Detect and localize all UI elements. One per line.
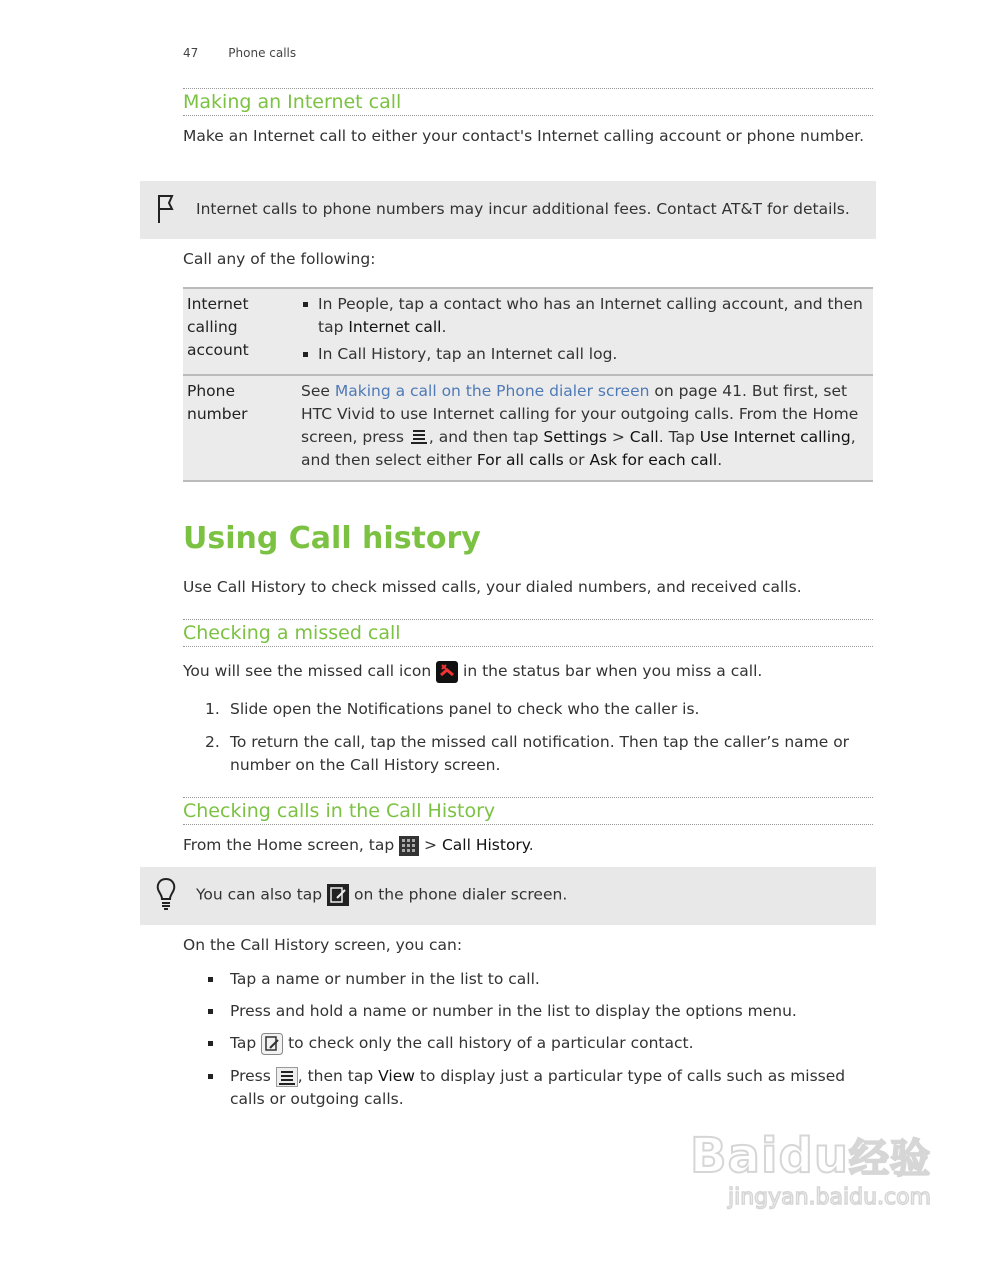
row-content: See Making a call on the Phone dialer screen on page 41. But first, set HTC Vivid to use Internet calling for your outgoing calls. From the Home screen, press , and then tap Settings > Call. Tap Use Internet calling, and then select either For all calls or Ask for each call. [297, 375, 873, 481]
home-screen-line: From the Home screen, tap > Call History. [183, 836, 534, 854]
flag-icon [156, 193, 174, 225]
menu-icon [411, 430, 427, 444]
subheading-checking-calls: Checking calls in the Call History [183, 797, 873, 825]
note-box [140, 181, 876, 239]
on-screen-text: On the Call History screen, you can: [183, 936, 463, 954]
list-item: In People, tap a contact who has an Internet calling account, and then tap Internet call. [301, 293, 869, 339]
missed-call-icon [436, 661, 458, 683]
note-text: Internet calls to phone numbers may incur additional fees. Contact AT&T for details. [196, 200, 850, 218]
page-number: 47 [183, 46, 199, 60]
all-apps-icon [399, 836, 419, 856]
subheading-internet-call: Making an Internet call [183, 88, 873, 116]
table-row [183, 288, 873, 375]
subheading-missed-call: Checking a missed call [183, 619, 873, 647]
row-label: Internet calling account [183, 288, 297, 375]
intro-paragraph: Make an Internet call to either your contact's Internet calling account or phone number. [183, 127, 865, 145]
call-any-text: Call any of the following: [183, 250, 376, 268]
section-title: Using Call history [183, 521, 481, 556]
menu-icon [276, 1067, 298, 1087]
page-header [183, 46, 326, 60]
table-row [183, 375, 873, 481]
tip-box [140, 867, 876, 925]
row-content [297, 288, 873, 375]
call-history-icon [327, 884, 349, 906]
baidu-watermark: Baidu经验 jingyan.baidu.com [690, 1128, 931, 1210]
call-history-intro: Use Call History to check missed calls, your dialed numbers, and received calls. [183, 578, 802, 596]
call-options-table [183, 287, 873, 482]
tip-text: You can also tap on the phone dialer screen. [196, 884, 567, 906]
dialer-screen-link[interactable]: Making a call on the Phone dialer screen [334, 382, 650, 400]
list-item: In Call History, tap an Internet call log. [301, 343, 869, 366]
contact-history-icon [261, 1033, 283, 1055]
lightbulb-icon [154, 877, 178, 913]
missed-call-line: You will see the missed call icon in the status bar when you miss a call. [183, 660, 873, 683]
row-label: Phone number [183, 375, 297, 481]
section-name: Phone calls [228, 46, 297, 60]
